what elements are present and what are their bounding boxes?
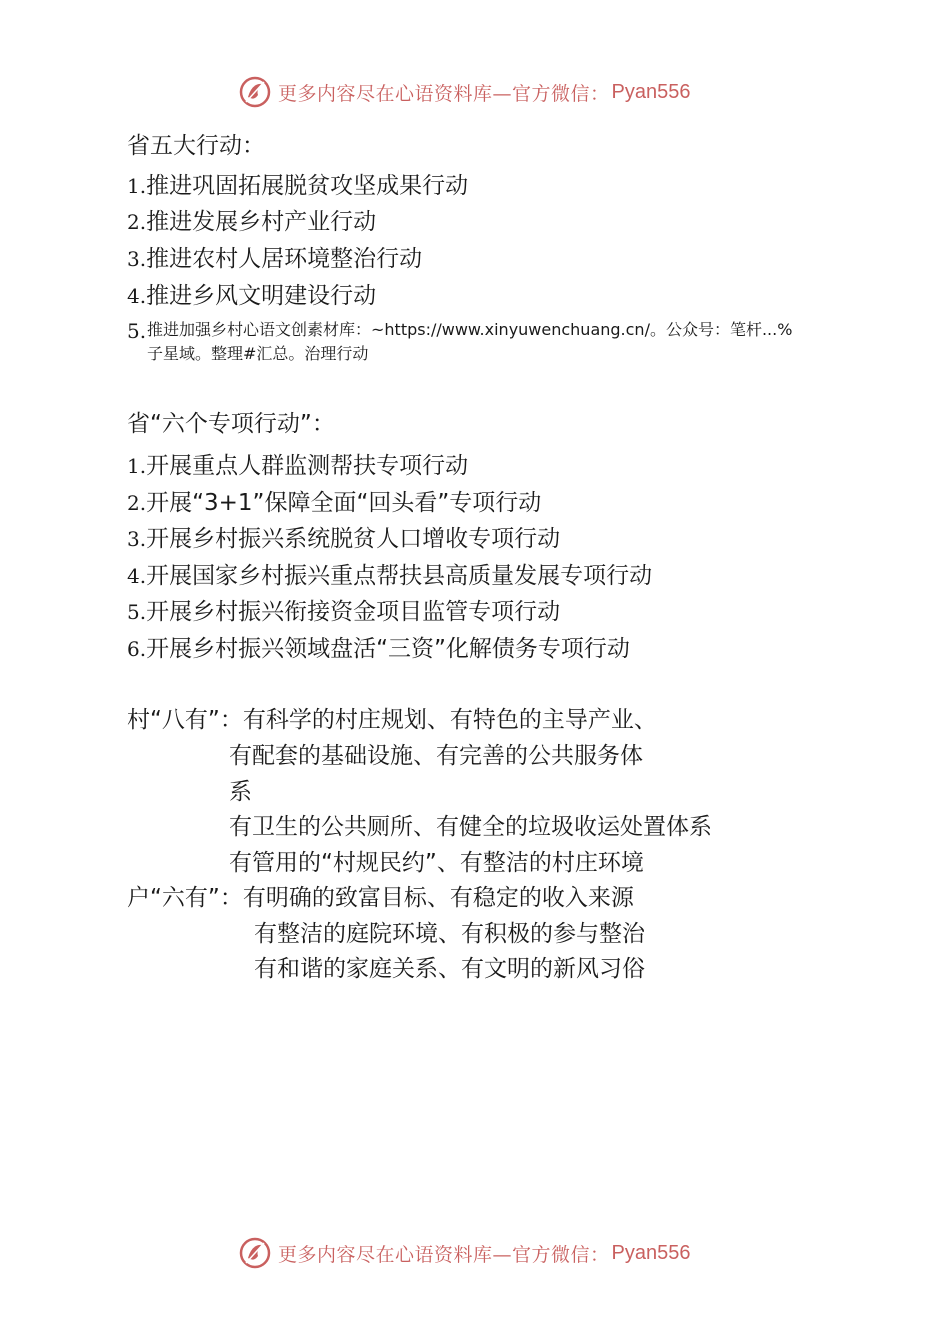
village-line-5: 有管用的“村规民约”、有整洁的村庄环境 xyxy=(229,850,644,876)
banner-text: 更多内容尽在心语资料库—官方微信： xyxy=(278,82,610,105)
section2-item-1 xyxy=(127,451,468,481)
section2-item-3 xyxy=(127,524,560,554)
village-text: 有科学的村庄规划、有特色的主导产业、 xyxy=(242,707,657,733)
item-text: 开展国家乡村振兴重点帮扶县高质量发展专项行动 xyxy=(146,563,653,589)
village-line-4: 有卫生的公共厕所、有健全的垃圾收运处置体系 xyxy=(229,814,712,840)
section2-item-2 xyxy=(127,488,541,518)
item-number: 5. xyxy=(127,600,147,624)
household-text: 有明确的致富目标、有稳定的收入来源 xyxy=(242,885,634,911)
item-number: 3. xyxy=(127,247,147,271)
item-number: 4. xyxy=(127,564,147,588)
section1-item-1 xyxy=(127,171,468,201)
item-text: 推进巩固拓展脱贫攻坚成果行动 xyxy=(146,173,469,199)
section1-item-5-line2: 子星域。整理#汇总。治理行动 xyxy=(147,344,369,363)
item-text: 推进农村人居环境整治行动 xyxy=(146,246,423,272)
item-number: 6. xyxy=(127,637,147,661)
item-number: 3. xyxy=(127,527,147,551)
household-line-3: 有和谐的家庭关系、有文明的新风习俗 xyxy=(254,956,645,982)
section2-heading: 省“六个专项行动”： xyxy=(127,411,335,437)
item-text: 开展乡村振兴系统脱贫人口增收专项行动 xyxy=(146,526,561,552)
item-text: 开展乡村振兴领域盘活“三资”化解债务专项行动 xyxy=(146,636,630,662)
section1-heading: 省五大行动： xyxy=(127,133,265,159)
footer-banner xyxy=(238,1235,758,1271)
item-text: 开展重点人群监测帮扶专项行动 xyxy=(146,453,469,479)
item-text: 开展“3+1”保障全面“回头看”专项行动 xyxy=(146,490,542,516)
section1-item-2 xyxy=(127,207,376,237)
item-text: 推进乡风文明建设行动 xyxy=(146,283,377,309)
section2-item-5 xyxy=(127,597,560,627)
section1-item-5-line1: 推进加强乡村心语文创素材库：~https://www.xinyuwenchuang.cn/。公众号：笔杆...% xyxy=(147,320,793,339)
village-line-2: 有配套的基础设施、有完善的公共服务体 xyxy=(229,743,643,769)
household-line-1 xyxy=(127,883,634,913)
header-banner xyxy=(238,74,758,110)
household-line-2: 有整洁的庭院环境、有积极的参与整治 xyxy=(254,921,645,947)
item-number: 2. xyxy=(127,210,147,234)
village-label: 村“八有”： xyxy=(127,707,243,733)
section1-item-4 xyxy=(127,281,376,311)
item-number: 1. xyxy=(127,174,147,198)
banner-wechat-id: Pyan556 xyxy=(611,80,691,103)
seal-logo-icon xyxy=(238,1236,272,1270)
banner-text: 更多内容尽在心语资料库—官方微信： xyxy=(278,1243,610,1266)
section1-item-5-number: 5. xyxy=(127,319,147,343)
item-number: 2. xyxy=(127,491,147,515)
item-text: 开展乡村振兴衔接资金项目监管专项行动 xyxy=(146,599,561,625)
section2-item-6 xyxy=(127,634,630,664)
household-label: 户“六有”： xyxy=(127,885,243,911)
village-line-3: 系 xyxy=(229,779,252,805)
item-text: 推进发展乡村产业行动 xyxy=(146,209,377,235)
section2-item-4 xyxy=(127,561,652,591)
item-number: 4. xyxy=(127,284,147,308)
item-number: 1. xyxy=(127,454,147,478)
village-line-1 xyxy=(127,705,657,735)
seal-logo-icon xyxy=(238,75,272,109)
banner-wechat-id: Pyan556 xyxy=(611,1241,691,1264)
section1-item-3 xyxy=(127,244,422,274)
